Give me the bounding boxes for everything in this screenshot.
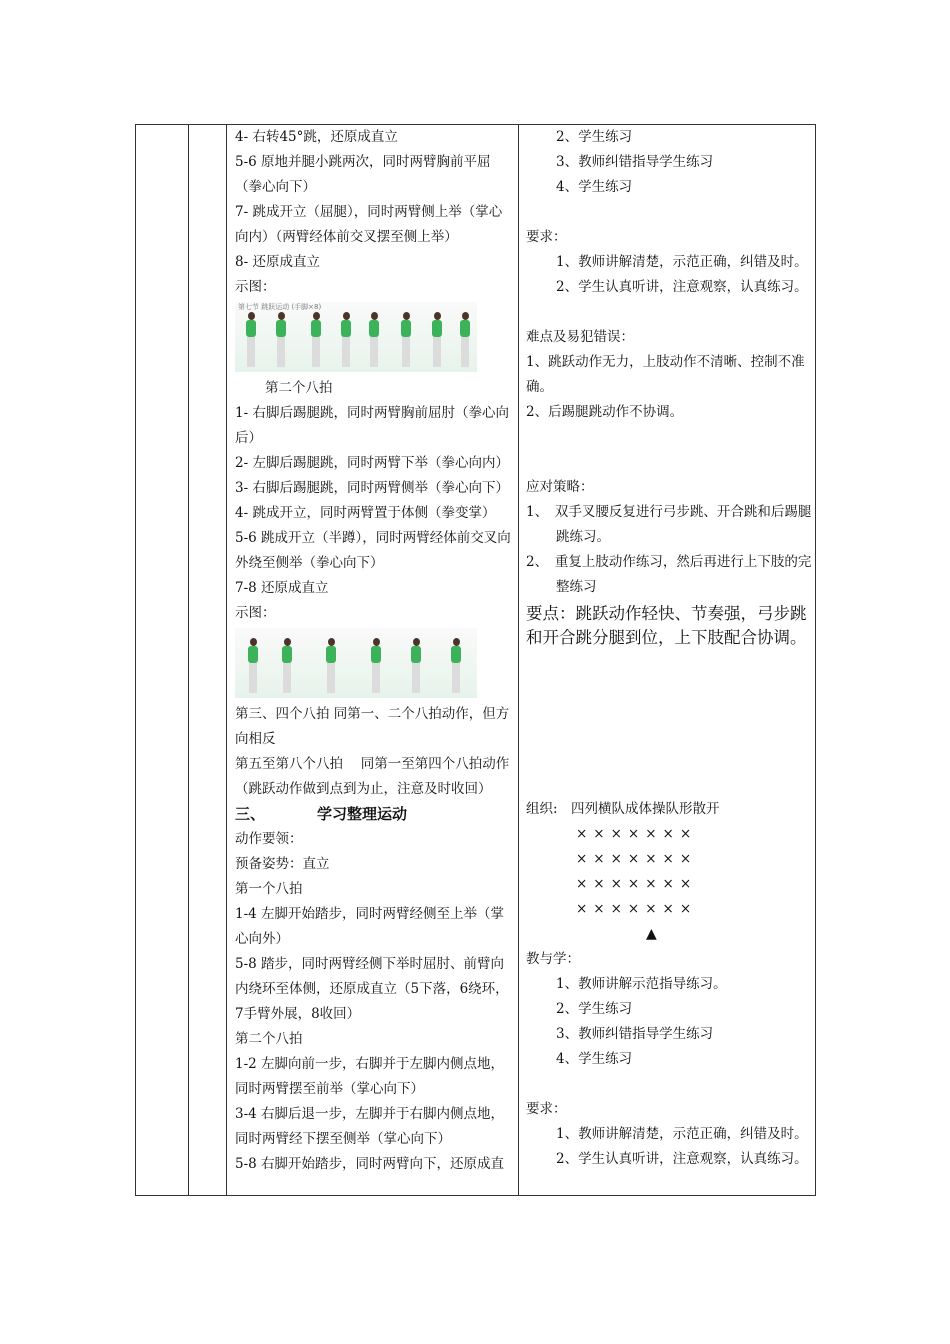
teach-step: 4、学生练习	[556, 179, 633, 195]
step-line: （跳跃动作做到点到为止，注意及时收回）	[235, 781, 492, 797]
person-figure	[410, 638, 422, 694]
step-line: 第三、四个八拍 同第一、二个八拍动作，但方向相反	[235, 706, 510, 747]
person-figure	[245, 312, 257, 368]
teach-learn-title: 教与学：	[526, 951, 580, 967]
person-figure	[431, 312, 443, 368]
col-divider-1	[188, 125, 189, 1195]
step-line: 动作要领：	[235, 831, 303, 847]
step-line: 3-4 右脚后退一步，左脚并于右脚内侧点地，同时两臂经下摆至侧举（掌心向下）	[235, 1106, 505, 1147]
teacher-position-icon: ▲	[646, 926, 657, 942]
difficulty-item: 1、跳跃动作无力，上肢动作不清晰、控制不准确。	[526, 354, 805, 395]
person-figure	[459, 312, 471, 368]
step-line: 1-4 左脚开始踏步，同时两臂经侧至上举（掌心向外）	[235, 906, 505, 947]
teach-step: 3、教师纠错指导学生练习	[556, 154, 714, 170]
exercise-figure-1	[235, 302, 477, 372]
formation-row: ×××××××	[576, 826, 698, 842]
key-points: 要点：跳跃动作轻快、节奏强，弓步跳和开合跳分腿到位，上下肢配合协调。	[526, 604, 807, 647]
step-line: 第二个八拍	[235, 1031, 303, 1047]
step-line: 5-6 跳成开立（半蹲），同时两臂经体前交叉向外绕至侧举（拳心向下）	[235, 530, 511, 571]
step-line: 第一个八拍	[235, 881, 303, 897]
step-line: 预备姿势：直立	[235, 856, 330, 872]
difficulty-title: 难点及易犯错误：	[526, 329, 634, 345]
person-figure	[247, 638, 259, 694]
person-figure	[340, 312, 352, 368]
col-divider-2	[226, 125, 227, 1195]
step-line: 8- 还原成直立	[235, 254, 320, 270]
requirements-title: 要求：	[526, 1101, 567, 1117]
organization-column	[526, 125, 812, 1172]
step-line: 5-8 右脚开始踏步，同时两臂向下，还原成直	[235, 1156, 505, 1172]
teach-step: 2、学生练习	[556, 1001, 633, 1017]
requirement-item: 2、学生认真听讲，注意观察，认真练习。	[556, 1151, 808, 1167]
person-figure	[450, 638, 462, 694]
lesson-plan-table	[135, 124, 816, 1196]
strategy-title: 应对策略：	[526, 479, 594, 495]
person-figure	[281, 638, 293, 694]
teach-step: 4、学生练习	[556, 1051, 633, 1067]
person-figure	[310, 312, 322, 368]
step-line: 4- 跳成开立，同时两臂置于体侧（拳变掌）	[235, 505, 496, 521]
exercise-figure-2	[235, 628, 477, 698]
section-heading-text: 学习整理运动	[317, 805, 408, 823]
step-line: 2- 左脚后踢腿跳，同时两臂下举（拳心向内）	[235, 455, 509, 471]
person-figure	[400, 312, 412, 368]
step-line: 1- 右脚后踢腿跳，同时两臂胸前屈肘（拳心向后）	[235, 405, 509, 446]
section-number: 三、	[235, 805, 266, 823]
requirement-item: 2、学生认真听讲，注意观察，认真练习。	[556, 279, 808, 295]
teach-step: 1、教师讲解示范指导练习。	[556, 976, 727, 992]
figure-label: 示图：	[235, 605, 276, 621]
section-heading	[235, 802, 513, 827]
strategy-item: 1、 双手叉腰反复进行弓步跳、开合跳和后踢腿跳练习。	[526, 504, 812, 545]
step-line: 4- 右转45°跳，还原成直立	[235, 129, 398, 145]
requirements-title: 要求：	[526, 229, 567, 245]
step-line: 5-6 原地并腿小跳两次，同时两臂胸前平屈（拳心向下）	[235, 154, 491, 195]
person-figure	[368, 312, 380, 368]
step-line: 3- 右脚后踢腿跳，同时两臂侧举（拳心向下）	[235, 480, 509, 496]
requirement-item: 1、教师讲解清楚，示范正确，纠错及时。	[556, 1126, 808, 1142]
section-title: 第二个八拍	[265, 380, 333, 396]
formation-row: ×××××××	[576, 851, 698, 867]
col-divider-3	[518, 125, 519, 1195]
step-line: 1-2 左脚向前一步，右脚并于左脚内侧点地，同时两臂摆至前举（掌心向下）	[235, 1056, 505, 1097]
organization-line: 组织: 四列横队成体操队形散开	[526, 801, 720, 817]
step-line: 7-8 还原成直立	[235, 580, 329, 596]
person-figure	[370, 638, 382, 694]
figure-label: 示图：	[235, 279, 276, 295]
content-column	[235, 125, 513, 1177]
step-line: 第五至第八个八拍 同第一至第四个八拍动作	[235, 756, 510, 772]
figure-caption: 第七节 跳跃运动 (手脚×8)	[238, 303, 322, 311]
person-figure	[275, 312, 287, 368]
difficulty-item: 2、后踢腿跳动作不协调。	[526, 404, 684, 420]
requirement-item: 1、教师讲解清楚，示范正确，纠错及时。	[556, 254, 808, 270]
step-line: 7- 跳成开立（屈腿），同时两臂侧上举（掌心向内）（两臂经体前交叉摆至侧上举）	[235, 204, 503, 245]
step-line: 5-8 踏步，同时两臂经侧下举时屈肘、前臂向内绕环至体侧，还原成直立（5下落，6绕环，7手臂外展，8收回）	[235, 956, 509, 1022]
teach-step: 3、教师纠错指导学生练习	[556, 1026, 714, 1042]
formation-row: ×××××××	[576, 901, 698, 917]
person-figure	[325, 638, 337, 694]
strategy-item: 2、 重复上肢动作练习，然后再进行上下肢的完整练习	[526, 554, 812, 595]
teach-step: 2、学生练习	[556, 129, 633, 145]
formation-row: ×××××××	[576, 876, 698, 892]
